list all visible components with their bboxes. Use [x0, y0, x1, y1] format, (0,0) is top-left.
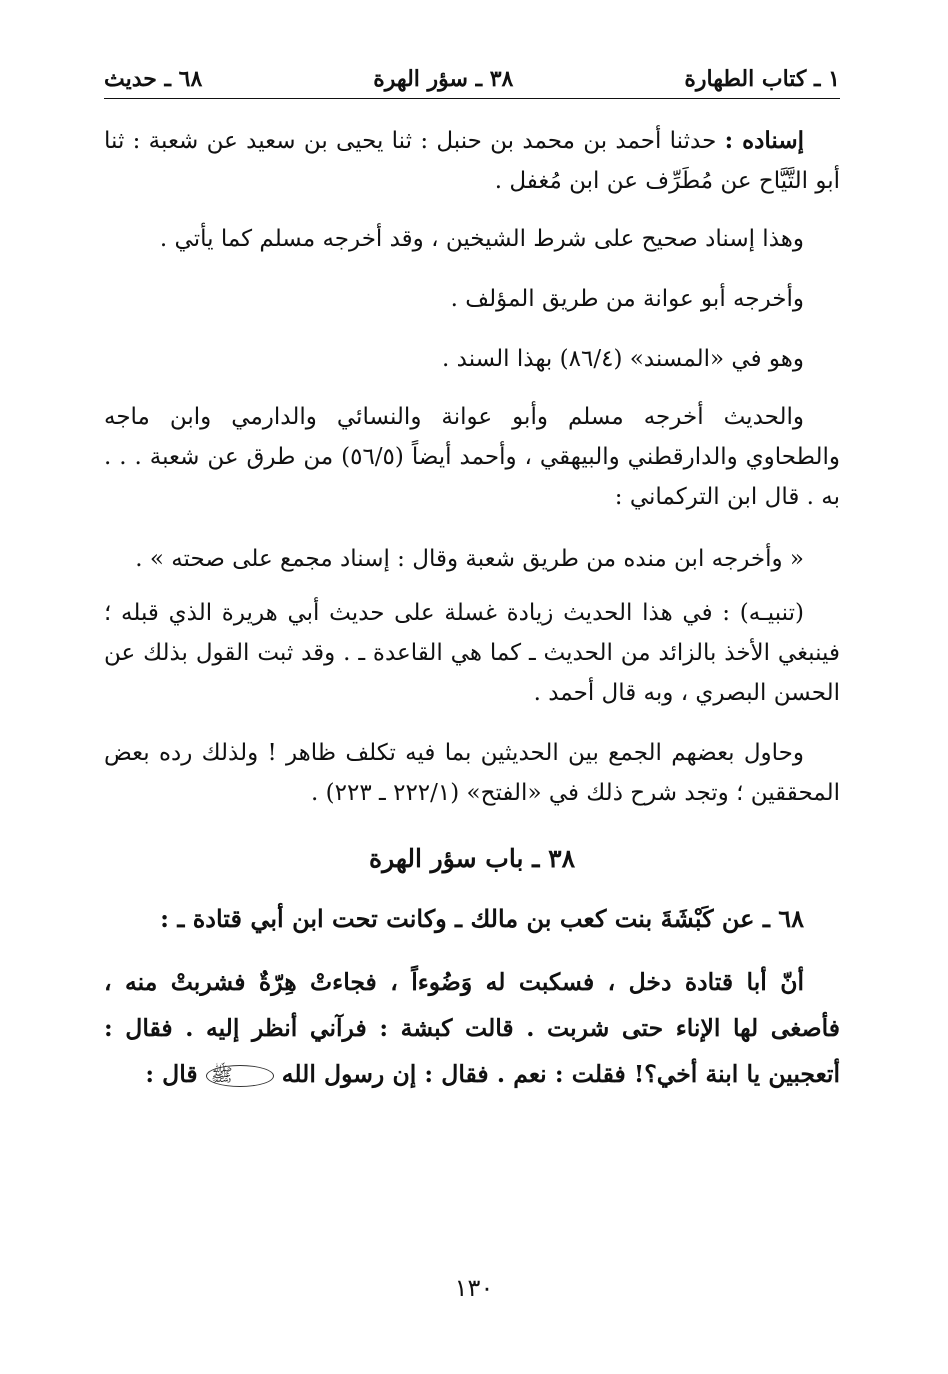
paragraph-musnad: وهو في «المسند» (٨٦/٤) بهذا السند .	[442, 346, 804, 372]
paragraph-ibn-mandah-quote: « وأخرجه ابن منده من طريق شعبة وقال : إسناد مجمع على صحته » .	[135, 546, 804, 572]
hadith-heading: ٦٨ ـ عن كَبْشَةَ بنت كعب بن مالك ـ وكانت تحت ابن أبي قتادة ـ :	[160, 904, 804, 933]
paragraph-authenticity: وهذا إسناد صحيح على شرط الشيخين ، وقد أخرجه مسلم كما يأتي .	[159, 226, 804, 252]
isnad-paragraph	[104, 121, 840, 201]
book-page	[104, 62, 840, 1097]
paragraph-abu-awana: وأخرجه أبو عوانة من طريق المؤلف .	[450, 286, 804, 312]
paragraph-tanbih: (تنبيـه) : في هذا الحديث زيادة غسلة على حديث أبي هريرة الذي قبله ؛ فينبغي الأخذ بالزائد من الحديث ـ كما هي القاعدة ـ . وقد ثبت القول بذلك عن الحسن البصري ، وبه قال أحمد .	[104, 600, 840, 706]
running-header	[104, 62, 840, 96]
chapter-heading: ٣٨ ـ باب سؤر الهرة	[368, 844, 576, 873]
header-rule	[104, 98, 840, 99]
hadith-text	[104, 959, 840, 1097]
paragraph-takhrij: والحديث أخرجه مسلم وأبو عوانة والنسائي والدارمي وابن ماجه والطحاوي والدارقطني والبيهقي ، وأحمد أيضاً (٥٦/٥) من طرق عن شعبة . . . به . قال ابن التركماني :	[104, 404, 840, 510]
hadith-body: أنّ أبا قتادة دخل ، فسكبت له وَضُوءاً ، فجاءتْ هِرّةٌ فشربتْ منه ، فأصغى لها الإناء حتى شربت . قالت كبشة : فرآني أنظر إليه . فقال : أتعجبين يا ابنة أخي؟! فقلت : نعم . فقال : إن رسول الله	[104, 968, 840, 1088]
header-chapter-title: ٣٨ ـ سؤر الهرة	[373, 66, 514, 92]
salawat-ligature: ﷺ	[206, 1065, 274, 1087]
isnad-text: حدثنا أحمد بن محمد بن حنبل : ثنا يحيى بن سعيد عن شعبة : ثنا أبو التَّيَّاح عن مُطَرِّف عن ابن مُغفل .	[104, 128, 840, 194]
header-book-title: ١ ـ كتاب الطهارة	[684, 66, 840, 92]
paragraph-reconciliation: وحاول بعضهم الجمع بين الحديثين بما فيه تكلف ظاهر ! ولذلك رده بعض المحققين ؛ وتجد شرح ذلك في «الفتح» (٢٢٢/١ ـ ٢٢٣) .	[104, 740, 840, 806]
hadith-tail: قال :	[145, 1060, 206, 1088]
page-number: ١٣٠	[454, 1274, 494, 1302]
header-hadith-number: ٦٨ ـ حديث	[104, 66, 203, 92]
isnad-label: إسناده :	[724, 127, 804, 154]
